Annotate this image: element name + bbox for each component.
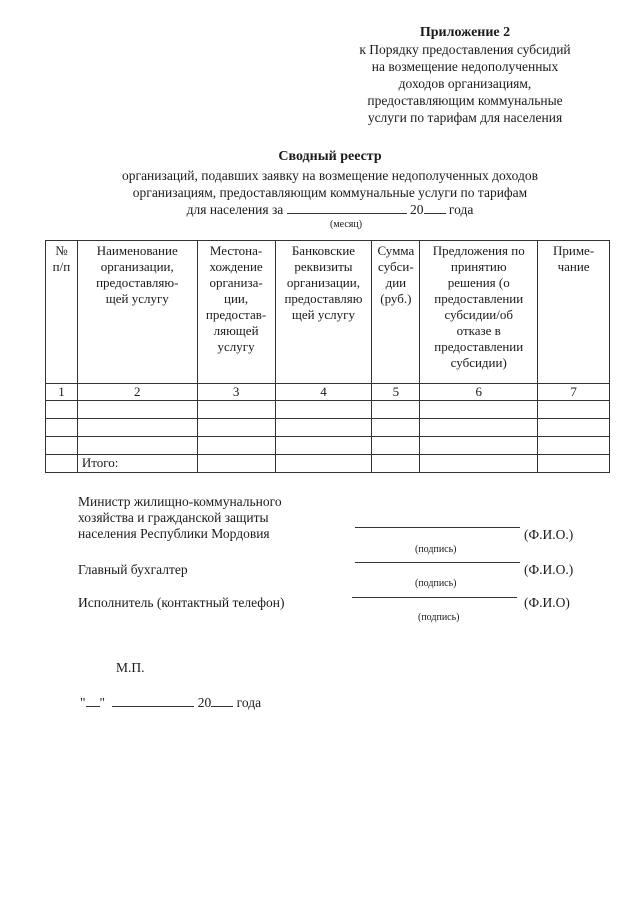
header-line: отказе в bbox=[456, 323, 501, 338]
accountant-label: Главный бухгалтер bbox=[78, 562, 188, 577]
appendix-line: на возмещение недополученных bbox=[371, 59, 559, 74]
column-number-row: 1 2 3 4 5 6 7 bbox=[46, 384, 610, 401]
header-line: чание bbox=[557, 259, 590, 274]
heading-period-line: для населения за 20 года bbox=[186, 202, 474, 217]
year-blank bbox=[211, 694, 233, 707]
header-line: организа- bbox=[209, 275, 263, 290]
header-line: принятию bbox=[450, 259, 507, 274]
signature-caption: (подпись) bbox=[418, 612, 460, 623]
header-line: реквизиты bbox=[294, 259, 353, 274]
appendix-title: Приложение 2 bbox=[419, 25, 511, 40]
header-line: ляющей bbox=[213, 323, 259, 338]
header-line: № bbox=[55, 243, 68, 258]
header-line: предоставлении bbox=[434, 339, 524, 354]
month-caption: (месяц) bbox=[330, 219, 363, 230]
accountant-signature-line bbox=[355, 562, 520, 563]
header-amount bbox=[372, 241, 420, 384]
header-line: организации, bbox=[286, 275, 360, 290]
document-title: Сводный реестр bbox=[278, 149, 382, 164]
header-line: предоставлении bbox=[434, 291, 524, 306]
header-line: хождение bbox=[209, 259, 263, 274]
header-line: (руб.) bbox=[380, 291, 412, 306]
header-line: субси- bbox=[378, 259, 414, 274]
document-heading bbox=[60, 148, 600, 218]
appendix-line: услуги по тарифам для населения bbox=[367, 110, 563, 125]
header-line: п/п bbox=[52, 259, 71, 274]
header-line: предостав- bbox=[205, 307, 267, 322]
executor-signature-line bbox=[352, 597, 517, 598]
header-line: Сумма bbox=[377, 243, 415, 258]
header-line: ции, bbox=[224, 291, 249, 306]
appendix-line: к Порядку предоставления субсидий bbox=[359, 42, 571, 57]
signature-caption: (подпись) bbox=[415, 578, 457, 589]
day-blank bbox=[86, 694, 100, 707]
executor-label: Исполнитель (контактный телефон) bbox=[78, 595, 285, 610]
header-line: предоставляю bbox=[284, 291, 363, 306]
header-bank bbox=[275, 241, 372, 384]
header-line: субсидии/об bbox=[444, 307, 513, 322]
header-location bbox=[197, 241, 275, 384]
total-row bbox=[46, 455, 610, 473]
header-line: Банковские bbox=[291, 243, 356, 258]
table-row bbox=[46, 437, 610, 455]
header-line: услугу bbox=[217, 339, 255, 354]
appendix-line: доходов организациям, bbox=[398, 76, 532, 91]
header-line: щей услугу bbox=[291, 307, 355, 322]
table-row bbox=[46, 401, 610, 419]
header-line: дии bbox=[385, 275, 407, 290]
total-label: Итого: bbox=[77, 455, 197, 473]
header-line: организации, bbox=[100, 259, 174, 274]
header-line: решения (о bbox=[447, 275, 510, 290]
table-row bbox=[46, 419, 610, 437]
month-blank bbox=[287, 201, 407, 214]
header-line: субсидии) bbox=[450, 355, 507, 370]
year-blank bbox=[424, 201, 446, 214]
header-note bbox=[538, 241, 610, 384]
fio-label: (Ф.И.О.) bbox=[524, 527, 574, 542]
signature-caption: (подпись) bbox=[415, 544, 457, 555]
header-proposals bbox=[420, 241, 538, 384]
header-number bbox=[46, 241, 78, 384]
date-line: " " 20 года bbox=[80, 695, 262, 710]
header-line: щей услугу bbox=[105, 291, 169, 306]
heading-line: организаций, подавших заявку на возмещение недополученных доходов bbox=[122, 168, 538, 183]
header-line: предоставляю- bbox=[96, 275, 179, 290]
month-blank bbox=[112, 694, 194, 707]
table-header-row bbox=[46, 241, 610, 384]
appendix-block bbox=[300, 24, 630, 126]
minister-label: Министр жилищно-коммунального хозяйства и гражданской защиты населения Республики Мордовия bbox=[78, 494, 282, 541]
fio-label: (Ф.И.О) bbox=[524, 595, 570, 610]
header-line: Наименование bbox=[96, 243, 178, 258]
registry-table bbox=[45, 240, 610, 473]
appendix-line: предоставляющим коммунальные bbox=[367, 93, 563, 108]
minister-signature-line bbox=[355, 527, 520, 528]
stamp-label: М.П. bbox=[116, 660, 145, 675]
header-line: Приме- bbox=[552, 243, 595, 258]
header-line: Предложения по bbox=[432, 243, 525, 258]
header-name bbox=[77, 241, 197, 384]
header-line: Местона- bbox=[209, 243, 263, 258]
heading-line: организациям, предоставляющим коммунальные услуги по тарифам bbox=[132, 185, 528, 200]
fio-label: (Ф.И.О.) bbox=[524, 562, 574, 577]
